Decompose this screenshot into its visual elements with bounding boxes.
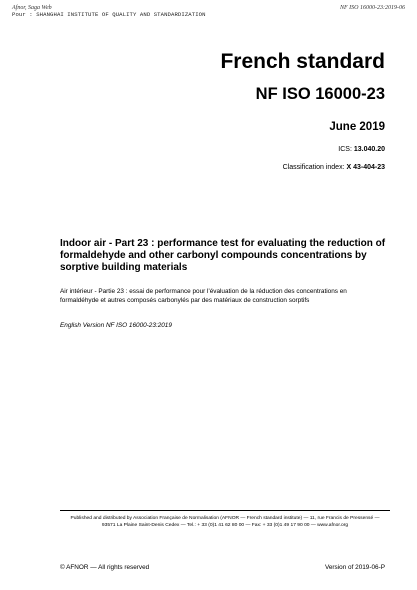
licensee-line: Pour : SHANGHAI INSTITUTE OF QUALITY AND STANDARDIZATION [12,11,206,18]
english-title: Indoor air - Part 23 : performance test for evaluating the reduction of formaldehyde and other carbonyl compounds concentrations by sorptive building materials [60,238,386,273]
footer-divider [60,510,390,511]
version-label: Version of 2019-06-P [324,564,385,571]
source-label: Afnor, Saga Web [12,5,52,11]
standard-type-title: French standard [220,50,385,73]
document-reference: NF ISO 16000-23:2019-06 [340,5,405,11]
french-title: Air intérieur - Partie 23 : essai de performance pour l'évaluation de la réduction des concentrations en formaldéhyde et autres composés carbonylés par des matériaux de construction sorptifs [60,288,347,304]
classification-index [283,163,385,172]
ics-value: 13.040.20 [353,146,385,153]
publication-date: June 2019 [329,121,385,133]
publisher-line-1: Published and distributed by Association Française de Normalisation (AFNOR — French standard institute) — 11, rue Francis de Pressensé — [70,516,380,521]
publisher-line-2: 93571 La Plaine Saint-Denis Cedex — Tel.: + 33 (0)1 41 62 80 00 — Fax: + 33 (0)1 49 17 90 00 — www.afnor.org [101,523,349,529]
ics-code [338,145,385,154]
standard-number: NF ISO 16000-23 [255,85,385,103]
ics-label: ICS: [338,146,354,153]
english-version-note: English Version NF ISO 16000-23:2019 [60,322,172,329]
publisher-info [60,515,390,530]
classification-label: Classification index: [282,164,347,171]
classification-value: X 43-404-23 [346,164,385,171]
copyright-notice: © AFNOR — All rights reserved [60,564,150,571]
